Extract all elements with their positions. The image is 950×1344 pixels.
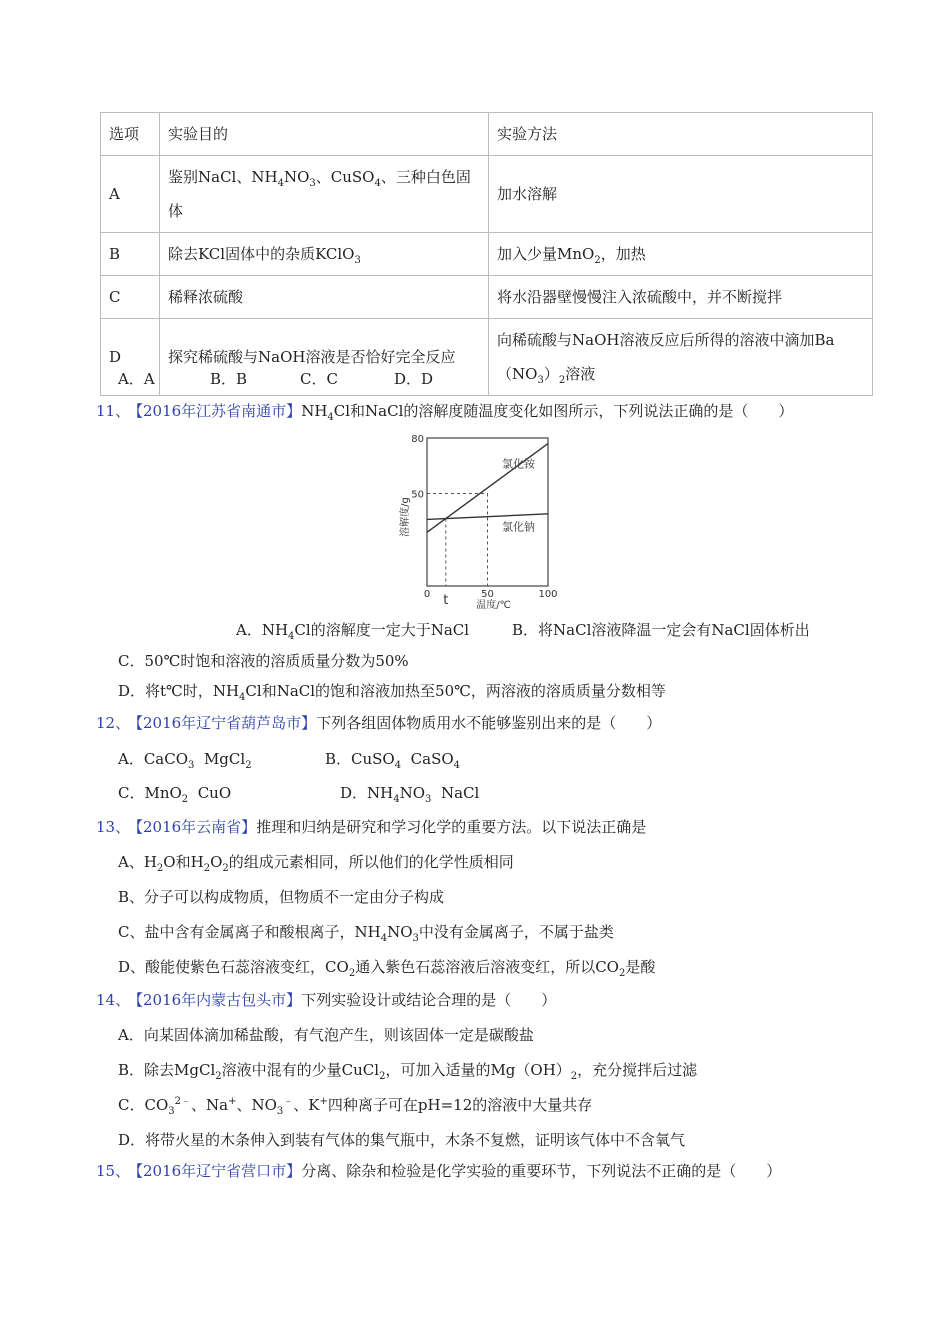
option-a: A．A — [118, 370, 155, 388]
header-cell: 选项 — [101, 113, 160, 156]
table-cell: B — [101, 233, 160, 276]
table-cell: 加入少量MnO$_2$，加热 — [489, 233, 873, 276]
table-cell: A — [101, 156, 160, 233]
header-cell: 实验目的 — [160, 113, 489, 156]
x-tick-label: 100 — [538, 589, 558, 600]
question-text — [128, 989, 556, 1011]
question-number: 15、 — [96, 1162, 131, 1180]
question-source: 【2016年云南省】 — [128, 818, 257, 836]
question-source: 【2016年辽宁省营口市】 — [128, 1162, 302, 1180]
question-source: 【2016年辽宁省葫芦岛市】 — [128, 714, 317, 732]
option-a: A、$H_2O$和$H_2O_2$的组成元素相同，所以他们的化学性质相同 — [118, 853, 514, 874]
solubility-chart — [370, 428, 566, 618]
table-cell: 稀释浓硫酸 — [160, 276, 489, 319]
option-d: D．D — [394, 370, 434, 388]
table-header-row — [101, 113, 873, 156]
question-text — [128, 1160, 781, 1182]
question-number: 11、 — [96, 402, 131, 420]
option-c: C、盐中含有金属离子和酸根离子，$NH_4NO_3$中没有金属离子，不属于盐类 — [118, 923, 614, 944]
table-cell: 将水沿器壁慢慢注入浓硫酸中，并不断搅拌 — [489, 276, 873, 319]
option-d: D．将t℃时，$NH_4Cl$和NaCl的饱和溶液加热至50℃，两溶液的溶质质量分数相等 — [118, 682, 666, 703]
question-number: 13、 — [96, 818, 131, 836]
question-stem: 推理和归纳是研究和学习化学的重要方法。以下说法正确是 — [256, 818, 647, 836]
option-b: B．CuSO$_4$ CaSO$_4$ — [325, 750, 461, 771]
table-cell: 除去KCl固体中的杂质KClO$_3$ — [160, 233, 489, 276]
table-row — [101, 233, 873, 276]
question-number: 12、 — [96, 714, 131, 732]
question-stem: 下列实验设计或结论合理的是（ ） — [301, 991, 557, 1009]
x-tick-label: t — [443, 593, 449, 608]
option-b: B、分子可以构成物质，但物质不一定由分子构成 — [118, 888, 445, 906]
header-cell: 实验方法 — [489, 113, 873, 156]
table-cell: 探究稀硫酸与NaOH溶液是否恰好完全反应 — [160, 319, 489, 396]
option-d: D、酸能使紫色石蕊溶液变红，$CO_2$通入紫色石蕊溶液后溶液变红，所以$CO_2$是酸 — [118, 958, 656, 979]
option-c: C．C — [300, 370, 338, 388]
table-row — [101, 276, 873, 319]
option-a: A．$NH_4Cl$的溶解度一定大于NaCl — [236, 621, 470, 642]
x-tick-label: 50 — [481, 589, 494, 600]
series-label: 氯化铵 — [502, 457, 536, 471]
experiment-table — [100, 112, 873, 396]
x-axis-label: 温度/℃ — [476, 600, 511, 611]
option-a: A．CaCO$_3$ MgCl$_2$ — [118, 750, 252, 771]
option-c: C．MnO$_2$ CuO — [118, 784, 232, 805]
table-cell: C — [101, 276, 160, 319]
table-row — [101, 156, 873, 233]
question-stem: 下列各组固体物质用水不能够鉴别出来的是（ ） — [316, 714, 662, 732]
x-tick-label: 0 — [423, 589, 431, 600]
table-cell: 向稀硫酸与NaOH溶液反应后所得的溶液中滴加$Ba(NO_3)_2$溶液 — [489, 319, 873, 396]
option-c: C．$CO_3^{2﹣}$、Na+、$NO_3^﹣$、K+四种离子可在pH=12的溶液中大量共存 — [118, 1096, 593, 1117]
question-stem: 分离、除杂和检验是化学实验的重要环节，下列说法不正确的是（ ） — [301, 1162, 782, 1180]
question-source: 【2016年江苏省南通市】 — [128, 402, 302, 420]
y-tick-label: 50 — [411, 489, 424, 501]
option-c: C．50℃时饱和溶液的溶质质量分数为50% — [118, 652, 409, 670]
y-axis-label: 溶解度/g — [400, 497, 411, 537]
option-b: B．将NaCl溶液降温一定会有NaCl固体析出 — [512, 621, 810, 639]
option-d: D．将带火星的木条伸入到装有气体的集气瓶中，木条不复燃，证明该气体中不含氧气 — [118, 1131, 686, 1149]
table-cell: 鉴别NaCl、$NH_4NO_3$、CuSO$_4$、三种白色固体 — [160, 156, 489, 233]
y-tick-label: 80 — [411, 434, 424, 445]
table-cell: 加水溶解 — [489, 156, 873, 233]
question-text — [128, 712, 661, 734]
option-b: B．除去MgCl$_2$溶液中混有的少量CuCl$_2$，可加入适量的$Mg(OH)_2$，充分搅拌后过滤 — [118, 1061, 698, 1082]
option-d: D．$NH_4NO_3$ NaCl — [340, 784, 480, 805]
table-cell: D — [101, 319, 160, 396]
option-a: A．向某固体滴加稀盐酸，有气泡产生，则该固体一定是碳酸盐 — [118, 1026, 534, 1044]
question-text: 【2016年江苏省南通市】$NH_4Cl$和NaCl的溶解度随温度变化如图所示，下列说法正确的是（ ） — [128, 402, 794, 423]
question-source: 【2016年内蒙古包头市】 — [128, 991, 302, 1009]
question-text — [128, 816, 646, 838]
question-number: 14、 — [96, 991, 131, 1009]
series-label: 氯化钠 — [502, 520, 536, 534]
option-b: B．B — [210, 370, 248, 388]
